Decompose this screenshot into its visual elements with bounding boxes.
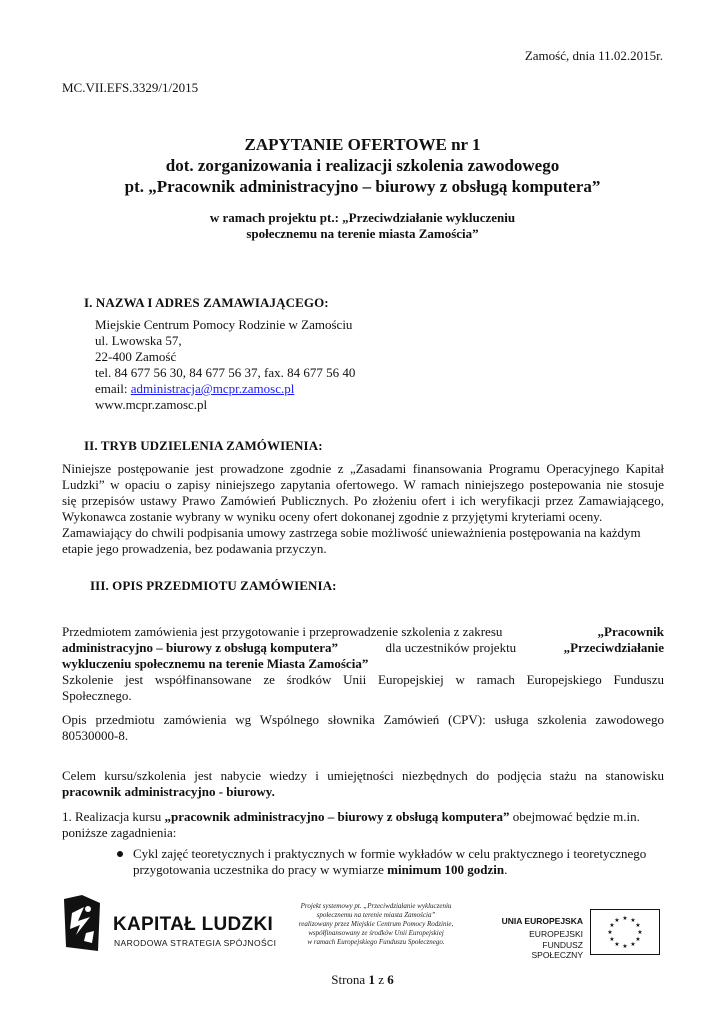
- text-span: Przedmiotem zamówienia jest przygotowanie i przeprowadzenie szkolenia z zakresu: [62, 624, 503, 639]
- section-1-heading: I. NAZWA I ADRES ZAMAWIAJĄCEGO:: [84, 295, 329, 310]
- kapital-ludzki-logo-icon: [62, 895, 102, 953]
- eu-flag-icon: [590, 909, 660, 955]
- address-line: ul. Lwowska 57,: [95, 333, 182, 348]
- svg-text:★: ★: [635, 922, 641, 929]
- course-name-bold: „Pracownik: [597, 624, 664, 639]
- email-label: email:: [95, 381, 131, 396]
- svg-text:★: ★: [609, 922, 615, 929]
- course-goal: [62, 768, 664, 841]
- paragraph-line: Społecznego.: [62, 688, 132, 703]
- page-number: [0, 972, 725, 988]
- address-line: Miejskie Centrum Pomocy Rodzinie w Zamościu: [95, 317, 353, 332]
- paragraph-line: Ludzki” w opaciu o zapisy niniejszego zapytania ofertowego. W ramach niniejszego postepowania nie stosuje: [62, 477, 664, 492]
- bullet-icon: [117, 851, 123, 857]
- svg-text:★: ★: [614, 917, 620, 924]
- text-span: z: [374, 972, 388, 987]
- paragraph-line: 80530000-8.: [62, 728, 129, 743]
- project-name-bold: wykluczeniu społecznemu na terenie Miasta Zamościa”: [62, 656, 369, 671]
- total-pages: 6: [387, 972, 394, 987]
- paragraph-line: poniższe zagadnienia:: [62, 825, 177, 840]
- website: www.mcpr.zamosc.pl: [95, 397, 208, 412]
- project-footnote: [278, 902, 474, 947]
- section-2-body: [62, 461, 664, 557]
- title-course: pt. „Pracownik administracyjno – biurowy z obsługą komputera”: [124, 177, 601, 196]
- section-3-heading: III. OPIS PRZEDMIOTU ZAMÓWIENIA:: [90, 578, 337, 593]
- svg-text:★: ★: [630, 941, 636, 948]
- course-name-bold: administracyjno – biurowy z obsługą komputera”: [62, 640, 339, 655]
- paragraph-line: [133, 862, 664, 878]
- section-2-heading: II. TRYB UDZIELENIA ZAMÓWIENIA:: [84, 438, 323, 453]
- text-span: 1. Realizacja kursu: [62, 809, 165, 824]
- email-line: [95, 381, 355, 397]
- paragraph-line: Celem kursu/szkolenia jest nabycie wiedzy i umiejętności niezbędnych do podjęcia stażu na stanowisku: [62, 768, 664, 783]
- course-name-bold: „pracownik administracyjno – biurowy z obsługą komputera”: [164, 809, 510, 824]
- project-line-2: społecznemu na terenie miasta Zamościa”: [246, 226, 479, 241]
- svg-text:★: ★: [630, 917, 636, 924]
- kapital-ludzki-title: KAPITAŁ LUDZKI: [113, 914, 274, 935]
- paragraph-line: Cykl zajęć teoretycznych i praktycznych w formie wykładów w celu praktycznego i teoretycznego: [133, 846, 647, 861]
- footnote-line: w ramach Europejskiego Funduszu Społecznego.: [307, 938, 445, 946]
- paragraph-line: Opis przedmiotu zamówienia wg Wspólnego słownika Zamówień (CPV): usługa szkolenia zawodowego: [62, 712, 664, 727]
- svg-text:★: ★: [609, 936, 615, 943]
- svg-text:★: ★: [622, 943, 628, 950]
- page-title: ZAPYTANIE OFERTOWE nr 1: [244, 135, 481, 154]
- project-name-bold: „Przeciwdziałanie: [563, 640, 664, 655]
- email-link[interactable]: administracja@mcpr.zamosc.pl: [130, 381, 295, 396]
- address-block: [95, 317, 355, 413]
- text-span: Strona: [331, 972, 369, 987]
- paragraph-line: Zamawiający do chwili podpisania umowy zastrzega sobie możliwość unieważnienia postępowania na każdym: [62, 525, 641, 540]
- current-page: 1: [368, 972, 375, 987]
- svg-text:★: ★: [637, 929, 643, 936]
- document-date: Zamość, dnia 11.02.2015r.: [524, 48, 663, 63]
- paragraph-line: [62, 624, 664, 640]
- text-span: dla uczestników projektu: [385, 640, 517, 655]
- title-subject: dot. zorganizowania i realizacji szkolenia zawodowego: [165, 156, 560, 175]
- paragraph-line: etapie jego prowadzenia, bez podawania przyczyn.: [62, 541, 327, 556]
- kapital-ludzki-subtitle: NARODOWA STRATEGIA SPÓJNOŚCI: [114, 938, 277, 948]
- footnote-line: współfinansowany ze środków Unii Europejskiej: [308, 929, 444, 937]
- paragraph-line: pracownik administracyjno - biurowy.: [62, 784, 275, 799]
- paragraph-line: [62, 809, 664, 825]
- svg-text:★: ★: [622, 915, 628, 922]
- svg-text:★: ★: [635, 936, 641, 943]
- section-3-body: [62, 624, 664, 744]
- efs-label-2: FUNDUSZ SPOŁECZNY: [531, 940, 583, 960]
- text-span: przygotowania uczestnika do pracy w wymiarze: [133, 862, 388, 877]
- paragraph-line: Wykonawca zostanie wybrany w wyniku oceny ofert dokonanej zgodnie z przyjętymi kryteriami oceny.: [62, 509, 603, 524]
- project-line-1: w ramach projektu pt.: „Przeciwdziałanie wykluczeniu: [209, 210, 516, 225]
- reference-number: MC.VII.EFS.3329/1/2015: [62, 80, 199, 95]
- footnote-line: społecznemu na terenie miasta Zamościa”: [316, 911, 436, 919]
- footnote-line: realizowany przez Miejskie Centrum Pomocy Rodzinie,: [298, 920, 454, 928]
- hours-bold: minimum 100 godzin: [387, 862, 505, 877]
- paragraph-line: się przepisów ustawy Prawo Zamówień Publicznych. Po złożeniu ofert i ich weryfikacji przez Zamawiającego,: [62, 493, 664, 508]
- paragraph-line: Szkolenie jest współfinansowane ze środków Unii Europejskiej w ramach Europejskiego Funduszu: [62, 672, 664, 687]
- svg-text:★: ★: [607, 929, 613, 936]
- paragraph-line: [62, 640, 664, 656]
- address-line: tel. 84 677 56 30, 84 677 56 37, fax. 84 677 56 40: [95, 365, 356, 380]
- eu-label: UNIA EUROPEJSKA: [501, 916, 583, 926]
- efs-label-1: EUROPEJSKI: [529, 929, 583, 939]
- address-line: 22-400 Zamość: [95, 349, 177, 364]
- svg-text:★: ★: [614, 941, 620, 948]
- bullet-item: [133, 846, 664, 878]
- paragraph-line: Niniejsze postępowanie jest prowadzone zgodnie z „Zasadami finansowania Programu Operacyjnego Kapitał: [62, 461, 664, 476]
- text-span: obejmować będzie m.in.: [509, 809, 640, 824]
- text-span: .: [504, 862, 508, 877]
- footnote-line: Projekt systemowy pt. „Przeciwdziałanie wykluczeniu: [300, 902, 452, 910]
